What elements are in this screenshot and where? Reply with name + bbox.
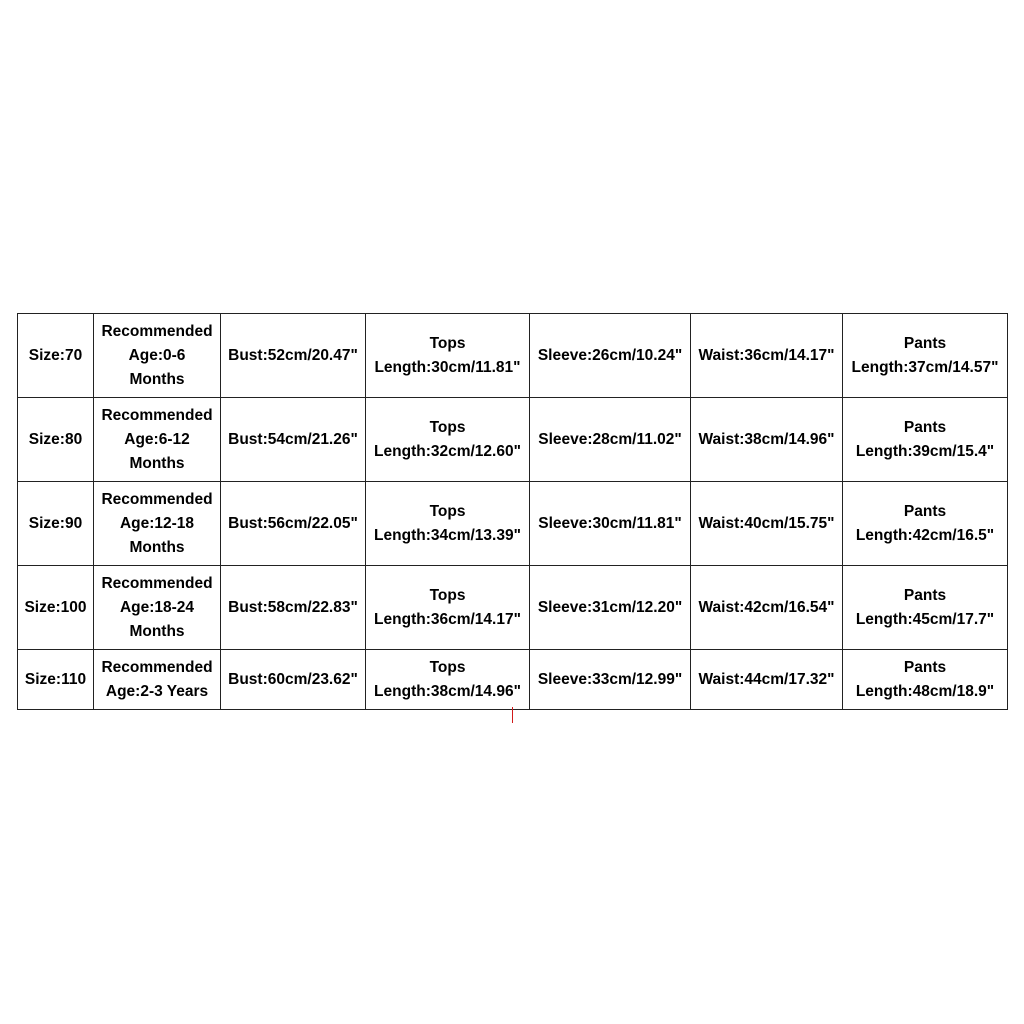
- pants-line: Length:48cm/18.9": [855, 682, 995, 700]
- age-line: Months: [129, 538, 185, 556]
- tops-line: Tops: [429, 586, 466, 604]
- bust-cell: Bust:56cm/22.05": [221, 482, 366, 566]
- pants-line: Pants: [903, 334, 947, 352]
- pants-line: Pants: [903, 502, 947, 520]
- size-chart-body: [18, 314, 1008, 710]
- age-line: Recommended: [101, 658, 213, 676]
- pants-length-cell: [843, 566, 1008, 650]
- tops-length-cell: [366, 482, 530, 566]
- sleeve-cell: Sleeve:30cm/11.81": [530, 482, 691, 566]
- age-cell: [94, 314, 221, 398]
- tops-line: Tops: [429, 334, 466, 352]
- bust-cell: Bust:60cm/23.62": [221, 650, 366, 710]
- sleeve-cell: Sleeve:31cm/12.20": [530, 566, 691, 650]
- waist-cell: Waist:40cm/15.75": [691, 482, 843, 566]
- pants-line: Length:37cm/14.57": [851, 358, 999, 376]
- size-cell: Size:110: [18, 650, 94, 710]
- pants-line: Length:39cm/15.4": [855, 442, 995, 460]
- size-cell: Size:70: [18, 314, 94, 398]
- pants-length-cell: [843, 650, 1008, 710]
- age-line: Age:6-12: [124, 430, 190, 448]
- table-row: [18, 566, 1008, 650]
- bust-cell: Bust:52cm/20.47": [221, 314, 366, 398]
- waist-cell: Waist:36cm/14.17": [691, 314, 843, 398]
- pants-length-cell: [843, 398, 1008, 482]
- tops-length-cell: [366, 566, 530, 650]
- age-line: Months: [129, 454, 185, 472]
- tops-length-cell: [366, 650, 530, 710]
- table-row: [18, 650, 1008, 710]
- age-line: Recommended: [101, 406, 213, 424]
- age-line: Age:12-18: [119, 514, 195, 532]
- age-line: Recommended: [101, 574, 213, 592]
- size-cell: Size:90: [18, 482, 94, 566]
- waist-cell: Waist:42cm/16.54": [691, 566, 843, 650]
- size-cell: Size:80: [18, 398, 94, 482]
- bust-cell: Bust:54cm/21.26": [221, 398, 366, 482]
- pants-line: Length:45cm/17.7": [855, 610, 995, 628]
- tops-line: Length:34cm/13.39": [374, 526, 521, 544]
- tops-line: Length:30cm/11.81": [374, 358, 521, 376]
- table-row: [18, 482, 1008, 566]
- red-tick-mark: [512, 707, 513, 723]
- pants-length-cell: [843, 314, 1008, 398]
- size-cell: Size:100: [18, 566, 94, 650]
- table-row: [18, 398, 1008, 482]
- age-line: Age:2-3 Years: [105, 682, 209, 700]
- waist-cell: Waist:38cm/14.96": [691, 398, 843, 482]
- waist-cell: Waist:44cm/17.32": [691, 650, 843, 710]
- sleeve-cell: Sleeve:28cm/11.02": [530, 398, 691, 482]
- table-row: [18, 314, 1008, 398]
- age-cell: [94, 566, 221, 650]
- age-line: Age:0-6: [128, 346, 186, 364]
- pants-line: Pants: [903, 418, 947, 436]
- size-chart-table: [17, 313, 1008, 710]
- pants-length-cell: [843, 482, 1008, 566]
- age-line: Recommended: [101, 490, 213, 508]
- tops-length-cell: [366, 398, 530, 482]
- bust-cell: Bust:58cm/22.83": [221, 566, 366, 650]
- tops-length-cell: [366, 314, 530, 398]
- sleeve-cell: Sleeve:26cm/10.24": [530, 314, 691, 398]
- sleeve-cell: Sleeve:33cm/12.99": [530, 650, 691, 710]
- pants-line: Pants: [903, 586, 947, 604]
- age-line: Recommended: [101, 322, 213, 340]
- tops-line: Tops: [429, 658, 466, 676]
- age-line: Months: [129, 370, 185, 388]
- tops-line: Length:38cm/14.96": [374, 682, 521, 700]
- tops-line: Tops: [429, 502, 466, 520]
- age-cell: [94, 482, 221, 566]
- age-line: Age:18-24: [119, 598, 195, 616]
- age-line: Months: [129, 622, 185, 640]
- age-cell: [94, 398, 221, 482]
- age-cell: [94, 650, 221, 710]
- pants-line: Length:42cm/16.5": [855, 526, 995, 544]
- tops-line: Length:32cm/12.60": [374, 442, 521, 460]
- tops-line: Length:36cm/14.17": [374, 610, 521, 628]
- tops-line: Tops: [429, 418, 466, 436]
- pants-line: Pants: [903, 658, 947, 676]
